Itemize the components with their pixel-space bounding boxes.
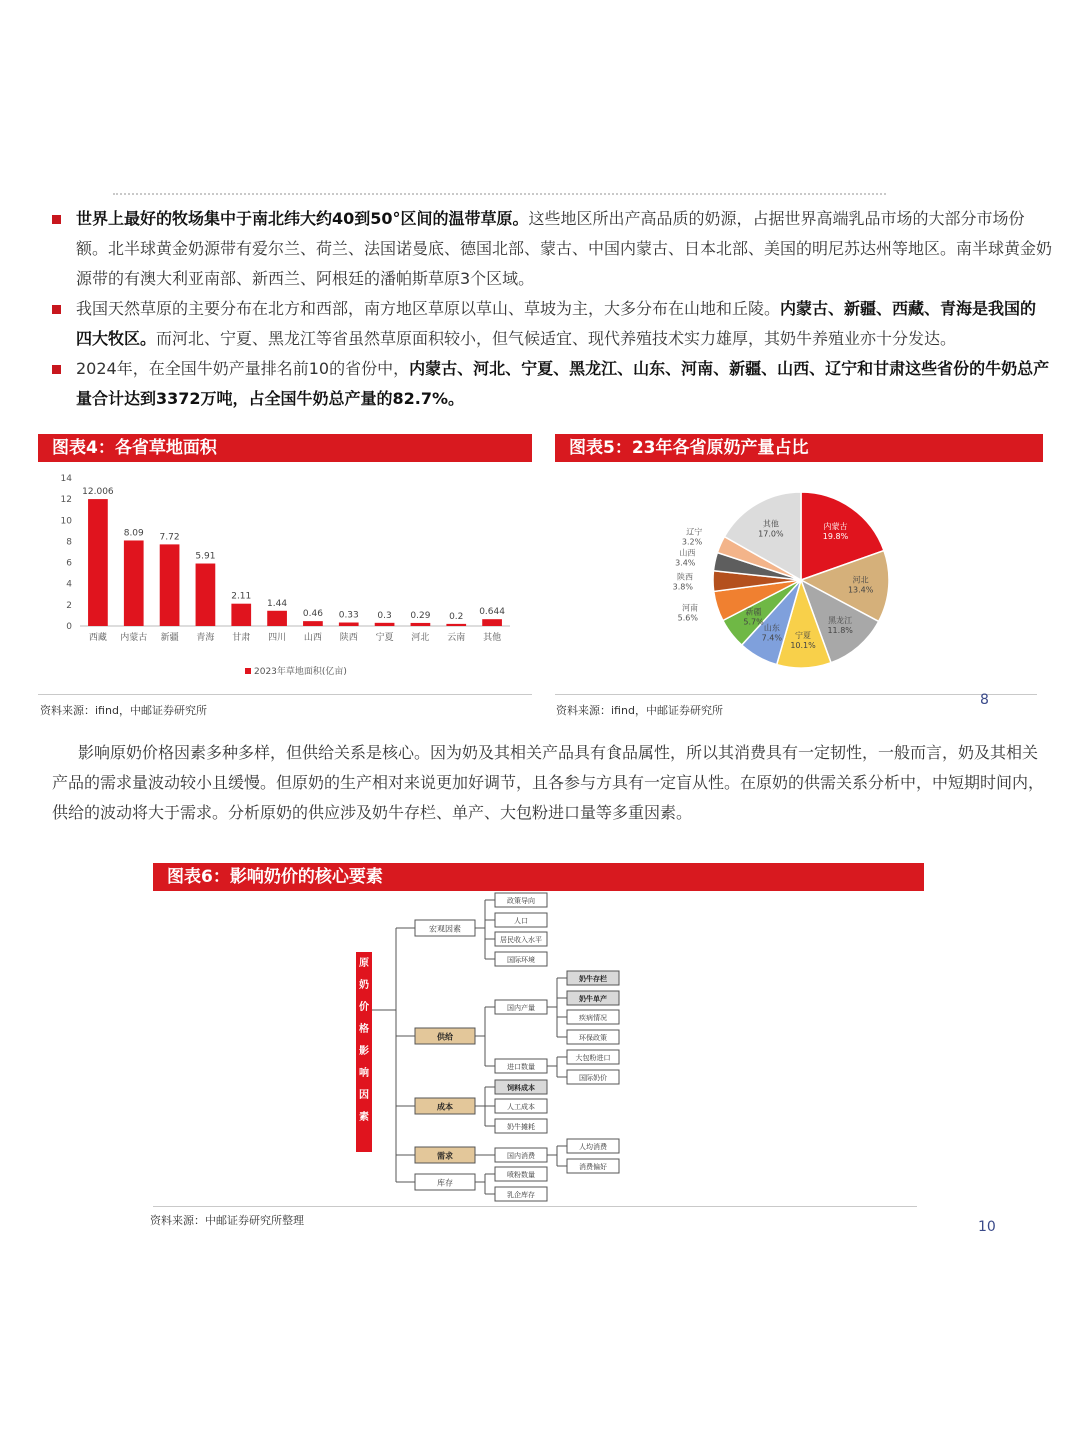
bar-data-label: 0.3: [377, 610, 392, 621]
pie-slice-percent: 5.6%: [677, 613, 698, 623]
node-macro-item: [495, 952, 547, 966]
pie-chart: [555, 466, 1043, 686]
node-import-item: [567, 1050, 619, 1064]
bar: [375, 623, 395, 626]
x-tick-label: 其他: [483, 633, 502, 643]
bar-data-label: 0.29: [410, 610, 431, 621]
node-macro: [415, 920, 475, 936]
body-paragraph: 影响原奶价格因素多种多样，但供给关系是核心。因为奶及其相关产品具有食品属性，所以其消费具有一定韧性，一般而言，奶及其相关产品的需求量波动较小且缓慢。但原奶的生产相对来说更加好调节，且各参与方具有一定盲从性。在原奶的供需关系分析中，中短期时间内，供给的波动将大于需求。分析原奶的供应涉及奶牛存栏、单产、大包粉进口量等多重因素。: [52, 743, 1045, 822]
bar: [88, 499, 108, 626]
bar: [482, 619, 502, 626]
pie-slice-name: 内蒙古: [823, 522, 848, 532]
y-tick-label: 6: [66, 558, 72, 569]
pie-slice-name: 黑龙江: [828, 616, 853, 626]
svg-text:乳企库存: 乳企库存: [507, 1191, 535, 1199]
pie-slice-percent: 11.8%: [827, 626, 853, 636]
bar-chart: [38, 466, 532, 686]
svg-text:国际奶价: 国际奶价: [579, 1074, 607, 1082]
x-tick-label: 新疆: [160, 633, 179, 643]
svg-text:库存: 库存: [437, 1178, 453, 1188]
bar: [303, 621, 323, 626]
node-import-volume: [495, 1059, 547, 1073]
pie-slice-name: 陕西: [677, 572, 694, 582]
svg-text:饲料成本: 饲料成本: [507, 1084, 535, 1092]
bullet-text: 这些地区所出产高品质的奶源，占据世界高端乳品市场的大部分市场份额。北半球黄金奶源带有爱尔兰、荷兰、法国诺曼底、德国北部、蒙古、中国内蒙古、日本北部、美国的明尼苏达州等地区。南半球黄金奶源带的有澳大利亚南部、新西兰、阿根廷的潘帕斯草原3个区域。: [76, 209, 1053, 288]
svg-text:疾病情况: 疾病情况: [579, 1014, 607, 1022]
pie-slice-name: 新疆: [745, 607, 762, 617]
pie-slice-name: 河南: [681, 603, 698, 613]
bullet-text: 2024年，在全国牛奶产量排名前10的省份中，: [76, 359, 410, 378]
svg-text:国际环境: 国际环境: [507, 956, 535, 964]
chart4-divider: [38, 694, 532, 695]
chart5-title: 图表5：23年各省原奶产量占比: [555, 434, 1043, 462]
chart6-title: 图表6：影响奶价的核心要素: [153, 863, 924, 891]
bar-data-label: 2.11: [231, 591, 252, 602]
node-domestic-consumption: [495, 1148, 547, 1162]
node-inventory-item: [495, 1187, 547, 1201]
factor-tree-diagram: [153, 890, 924, 1208]
bar-data-label: 0.2: [449, 611, 464, 622]
svg-text:供给: 供给: [437, 1032, 453, 1042]
svg-text:消费偏好: 消费偏好: [579, 1163, 607, 1171]
chart4-source: 资料来源：ifind，中邮证券研究所: [40, 704, 207, 717]
svg-text:人均消费: 人均消费: [579, 1143, 607, 1151]
node-cost-item: [495, 1099, 547, 1113]
svg-text:需求: 需求: [437, 1151, 453, 1161]
svg-text:喷粉数量: 喷粉数量: [507, 1171, 535, 1179]
bar: [267, 611, 287, 626]
pie-slice-name: 辽宁: [686, 527, 703, 537]
node-domestic-item: [567, 991, 619, 1005]
pie-slice-name: 山西: [679, 548, 696, 558]
bar-data-label: 0.33: [338, 610, 359, 621]
node-supply: [415, 1028, 475, 1044]
x-tick-label: 内蒙古: [120, 633, 148, 643]
node-inventory-item: [495, 1167, 547, 1181]
pie-slice-percent: 3.8%: [672, 582, 694, 592]
pie-slice-percent: 3.2%: [681, 537, 703, 547]
tree-root-char: 奶: [359, 980, 369, 991]
pie-slice-percent: 5.7%: [743, 617, 764, 627]
top-dotted-divider: [113, 193, 886, 195]
svg-text:政策导向: 政策导向: [507, 897, 535, 905]
pie-slice-percent: 13.4%: [847, 585, 874, 595]
tree-root-char: 原: [359, 958, 369, 969]
bar: [446, 624, 466, 626]
bullet-square-icon: [52, 365, 61, 374]
pie-slice-name: 宁夏: [795, 630, 812, 640]
pie-slice-percent: 10.1%: [790, 640, 816, 650]
bullet-text: 而河北、宁夏、黑龙江等省虽然草原面积较小，但气候适宜、现代养殖技术实力雄厚，其奶牛养殖业亦十分发达。: [156, 329, 957, 348]
bar-data-label: 0.46: [302, 609, 323, 620]
y-tick-label: 10: [60, 516, 72, 527]
bar: [231, 604, 251, 626]
tree-root-char: 素: [359, 1112, 369, 1123]
bar-data-label: 5.91: [195, 551, 216, 562]
svg-text:环保政策: 环保政策: [579, 1034, 607, 1042]
tree-root-char: 格: [359, 1024, 369, 1035]
pie-slice-name: 其他: [762, 519, 779, 529]
node-consumption-item: [567, 1139, 619, 1153]
node-import-item: [567, 1070, 619, 1084]
node-demand: [415, 1147, 475, 1163]
legend-label: 2023年草地面积(亿亩): [254, 667, 347, 677]
bar-data-label: 1.44: [267, 598, 288, 609]
node-domestic-item: [567, 1030, 619, 1044]
svg-text:人口: 人口: [514, 917, 528, 925]
svg-text:国内产量: 国内产量: [507, 1004, 535, 1012]
svg-text:宏观因素: 宏观因素: [429, 924, 461, 934]
bullet-text: 我国天然草原的主要分布在北方和西部，南方地区草原以草山、草坡为主，大多分布在山地和丘陵。: [76, 299, 781, 318]
pie-slice-percent: 3.4%: [675, 558, 696, 568]
y-tick-label: 4: [66, 579, 72, 590]
chart4-title: 图表4：各省草地面积: [38, 434, 532, 462]
svg-text:成本: 成本: [437, 1102, 453, 1112]
bullet-bold-text: 内蒙古、河北、宁夏、黑龙江、山东、河南、新疆、山西、辽宁和甘肃这些省份的牛奶总产量合计达到3372万吨，占全国牛奶总产量的82.7%。: [76, 359, 1050, 408]
bar-data-label: 7.72: [159, 532, 180, 543]
pie-slice-name: 河北: [852, 575, 869, 585]
bullet-square-icon: [52, 215, 61, 224]
pie-slice-percent: 19.8%: [822, 532, 849, 542]
node-cost-item: [495, 1080, 547, 1094]
bar: [124, 540, 144, 626]
x-tick-label: 青海: [196, 633, 215, 643]
bullet-item: [52, 354, 1052, 414]
x-tick-label: 山西: [303, 633, 322, 643]
tree-root-char: 因: [359, 1090, 369, 1101]
svg-text:奶牛存栏: 奶牛存栏: [579, 975, 607, 983]
bar: [339, 623, 359, 626]
node-macro-item: [495, 932, 547, 946]
node-consumption-item: [567, 1159, 619, 1173]
tree-root-char: 价: [359, 1002, 369, 1013]
node-inventory: [415, 1174, 475, 1190]
svg-text:奶牛摊耗: 奶牛摊耗: [507, 1123, 535, 1131]
node-macro-item: [495, 893, 547, 907]
legend-swatch: [245, 668, 251, 674]
svg-text:进口数量: 进口数量: [507, 1063, 535, 1071]
y-tick-label: 8: [66, 537, 72, 548]
bullet-square-icon: [52, 305, 61, 314]
x-tick-label: 宁夏: [375, 633, 394, 643]
bullet-item: [52, 294, 1052, 354]
svg-text:大包粉进口: 大包粉进口: [575, 1054, 611, 1062]
chart6-source: 资料来源：中邮证券研究所整理: [150, 1214, 304, 1227]
x-tick-label: 河北: [411, 633, 430, 643]
bar: [411, 623, 431, 626]
pie-slice-name: 山东: [763, 623, 780, 633]
y-tick-label: 2: [66, 600, 72, 611]
x-tick-label: 云南: [447, 633, 466, 643]
node-domestic-output: [495, 1000, 547, 1014]
node-cost-item: [495, 1119, 547, 1133]
svg-text:奶牛单产: 奶牛单产: [579, 995, 607, 1003]
bullet-bold-text: 世界上最好的牧场集中于南北纬大约40到50°区间的温带草原。: [76, 209, 529, 228]
svg-text:人工成本: 人工成本: [507, 1103, 535, 1111]
tree-root-char: 影: [359, 1046, 369, 1057]
bar-data-label: 0.644: [479, 607, 505, 618]
pie-slice-percent: 17.0%: [758, 529, 784, 539]
x-tick-label: 西藏: [88, 633, 107, 643]
page-number: 8: [980, 692, 989, 708]
node-domestic-item: [567, 1010, 619, 1024]
svg-text:居民收入水平: 居民收入水平: [500, 936, 542, 944]
y-tick-label: 0: [66, 622, 72, 632]
pie-slice-percent: 7.4%: [761, 633, 782, 643]
bar-data-label: 12.006: [82, 487, 114, 498]
node-cost: [415, 1098, 475, 1114]
bar: [196, 564, 216, 626]
bullet-list: [52, 204, 1052, 414]
page-number: 10: [978, 1219, 996, 1235]
x-tick-label: 甘肃: [232, 633, 251, 643]
node-domestic-item: [567, 971, 619, 985]
chart5-source: 资料来源：ifind，中邮证券研究所: [556, 704, 723, 717]
svg-text:国内消费: 国内消费: [507, 1152, 535, 1160]
chart6-divider: [153, 1206, 917, 1207]
bar-data-label: 8.09: [123, 528, 144, 539]
y-tick-label: 12: [60, 495, 72, 506]
x-tick-label: 四川: [268, 633, 287, 643]
chart5-divider: [555, 694, 1037, 695]
bullet-bold-text: 内蒙古、新疆、西藏、青海是我国的四大牧区。: [76, 299, 1037, 348]
y-tick-label: 14: [60, 474, 72, 484]
bullet-item: [52, 204, 1052, 294]
tree-root-char: 响: [359, 1068, 369, 1079]
node-macro-item: [495, 913, 547, 927]
bar: [160, 544, 180, 626]
x-tick-label: 陕西: [339, 633, 358, 643]
